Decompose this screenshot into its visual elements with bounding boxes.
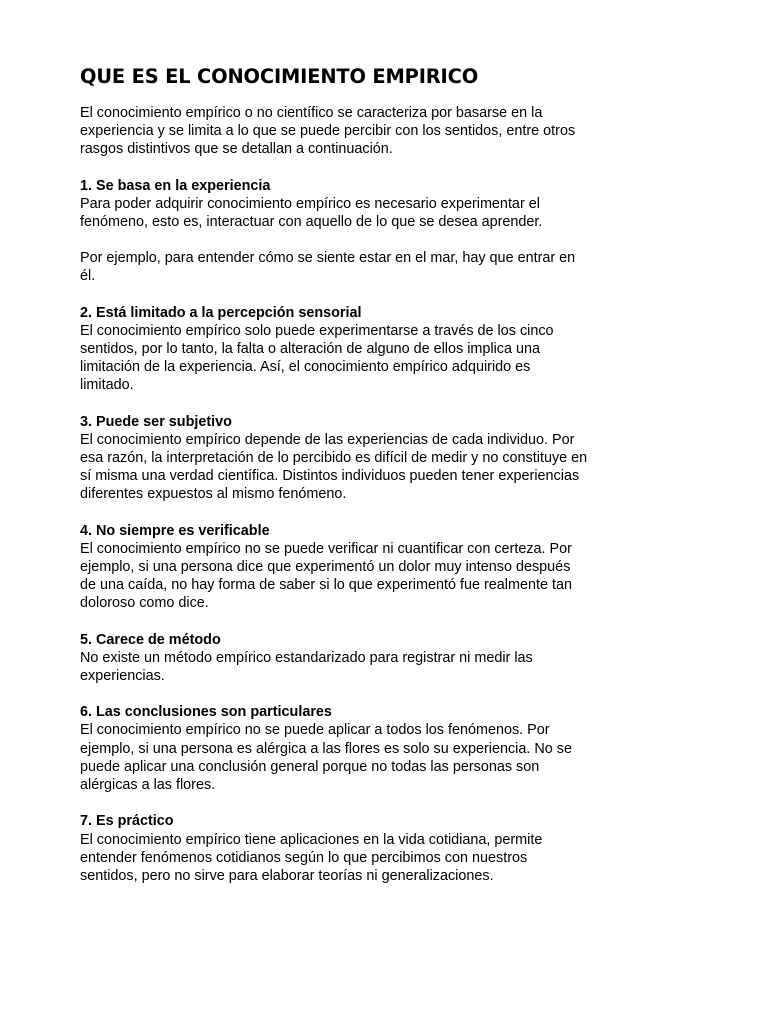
example-paragraph <box>80 249 620 285</box>
paragraph-line: diferentes expuestos al mismo fenómeno. <box>80 486 347 503</box>
section-heading: 2. Está limitado a la percepción sensorial <box>80 304 362 321</box>
document-content <box>80 64 620 903</box>
intro-paragraph <box>80 104 620 159</box>
paragraph-line: sí misma una verdad científica. Distintos individuos pueden tener experiencias <box>80 468 580 485</box>
paragraph-line: ejemplo, si una persona es alérgica a las flores es solo su experiencia. No se <box>80 740 572 757</box>
paragraph-line: ejemplo, si una persona dice que experimentó un dolor muy intenso después <box>80 559 571 576</box>
paragraph-line: limitado. <box>80 377 134 394</box>
paragraph-line: El conocimiento empírico solo puede experimentarse a través de los cinco <box>80 322 554 339</box>
paragraph-line: entender fenómenos cotidianos según lo que percibimos con nuestros <box>80 849 528 866</box>
section-2 <box>80 304 620 395</box>
section-heading: 6. Las conclusiones son particulares <box>80 704 332 721</box>
section-4 <box>80 522 620 613</box>
section-paragraph <box>80 195 620 231</box>
section-heading: 4. No siempre es verificable <box>80 522 270 539</box>
section-paragraph <box>80 431 620 504</box>
paragraph-line: sentidos, por lo tanto, la falta o alteración de alguno de ellos implica una <box>80 341 540 358</box>
section-paragraph <box>80 721 620 794</box>
paragraph-line: El conocimiento empírico tiene aplicaciones en la vida cotidiana, permite <box>80 831 543 848</box>
section-heading: 1. Se basa en la experiencia <box>80 177 271 194</box>
paragraph-line: El conocimiento empírico depende de las experiencias de cada individuo. Por <box>80 431 575 448</box>
section-paragraph <box>80 322 620 395</box>
section-5 <box>80 631 620 686</box>
paragraph-line: limitación de la experiencia. Así, el conocimiento empírico adquirido es <box>80 359 531 376</box>
paragraph-line: puede aplicar una conclusión general porque no todas las personas son <box>80 758 540 775</box>
paragraph-line: él. <box>80 268 96 285</box>
section-heading: 5. Carece de método <box>80 631 221 648</box>
paragraph-line: doloroso como dice. <box>80 595 209 612</box>
document-title: QUE ES EL CONOCIMIENTO EMPIRICO <box>80 65 479 88</box>
section-heading: 3. Puede ser subjetivo <box>80 413 232 430</box>
paragraph-line: sentidos, pero no sirve para elaborar teorías ni generalizaciones. <box>80 867 494 884</box>
section-1 <box>80 177 620 286</box>
intro-line: experiencia y se limita a lo que se puede percibir con los sentidos, entre otros <box>80 123 576 140</box>
section-6 <box>80 703 620 794</box>
paragraph-line: de una caída, no hay forma de saber si lo que experimentó fue realmente tan <box>80 577 572 594</box>
section-3 <box>80 413 620 504</box>
paragraph-line: esa razón, la interpretación de lo percibido es difícil de medir y no constituye en <box>80 450 588 467</box>
section-paragraph <box>80 649 620 685</box>
paragraph-line: Para poder adquirir conocimiento empírico es necesario experimentar el <box>80 195 540 212</box>
paragraph-line: alérgicas a las flores. <box>80 777 216 794</box>
intro-line: rasgos distintivos que se detallan a continuación. <box>80 141 393 158</box>
intro-line: El conocimiento empírico o no científico se caracteriza por basarse en la <box>80 105 543 121</box>
paragraph-line: El conocimiento empírico no se puede aplicar a todos los fenómenos. Por <box>80 722 550 739</box>
section-7 <box>80 812 620 885</box>
paragraph-line: El conocimiento empírico no se puede verificar ni cuantificar con certeza. Por <box>80 540 572 557</box>
paragraph-line: No existe un método empírico estandarizado para registrar ni medir las <box>80 649 533 666</box>
paragraph-line: Por ejemplo, para entender cómo se siente estar en el mar, hay que entrar en <box>80 250 576 267</box>
section-paragraph <box>80 831 620 886</box>
paragraph-line: fenómeno, esto es, interactuar con aquello de lo que se desea aprender. <box>80 214 543 231</box>
section-heading: 7. Es práctico <box>80 813 174 830</box>
paragraph-line: experiencias. <box>80 668 165 685</box>
section-paragraph <box>80 540 620 613</box>
